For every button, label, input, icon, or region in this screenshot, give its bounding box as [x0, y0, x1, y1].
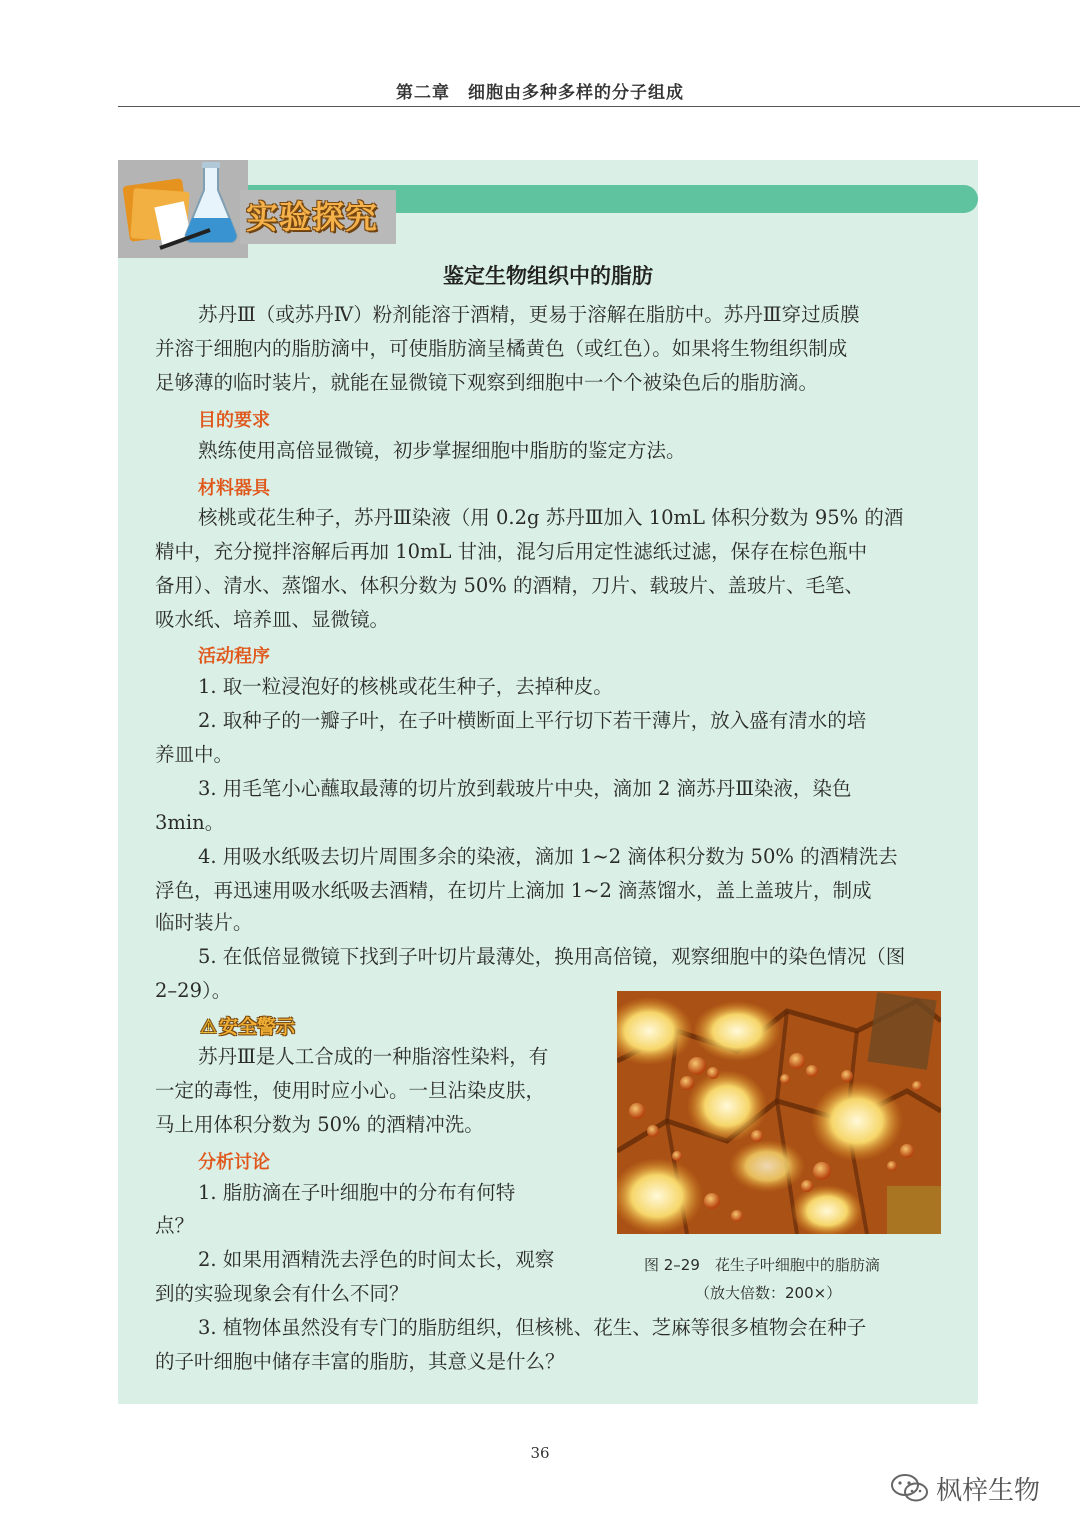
figure-caption: 图 2–29 花生子叶细胞中的脂肪滴	[644, 1256, 880, 1274]
discussion-line: 的子叶细胞中储存丰富的脂肪，其意义是什么？	[155, 1350, 565, 1373]
safety-line: 马上用体积分数为 50% 的酒精冲洗。	[155, 1113, 484, 1136]
safety-line: 一定的毒性，使用时应小心。一旦沾染皮肤，	[155, 1079, 546, 1102]
header-rule	[118, 106, 1080, 107]
section-icon-block	[118, 160, 248, 258]
materials-line: 吸水纸、培养皿、显微镜。	[155, 608, 390, 631]
intro-line: 足够薄的临时装片，就能在显微镜下观察到细胞中一个个被染色后的脂肪滴。	[155, 371, 819, 394]
section-title: 实验探究	[246, 198, 379, 236]
figure-magnification: （放大倍数：200×）	[695, 1284, 842, 1302]
warning-triangle-icon: ⚠	[200, 1016, 218, 1038]
procedure-line: 3min。	[155, 811, 225, 834]
wechat-icon	[890, 1472, 930, 1504]
procedure-line: 2–29）。	[155, 979, 232, 1002]
watermark	[890, 1470, 1040, 1506]
flask-folder-icon	[118, 160, 248, 258]
discussion-line: 点？	[155, 1214, 195, 1237]
safety-heading-label: 安全警示	[219, 1016, 296, 1038]
subheading-discussion: 分析讨论	[198, 1152, 270, 1173]
safety-heading	[200, 1012, 295, 1038]
procedure-line: 浮色，再迅速用吸水纸吸去酒精，在切片上滴加 1~2 滴蒸馏水，盖上盖玻片，制成	[155, 879, 872, 902]
procedure-line: 4. 用吸水纸吸去切片周围多余的染液，滴加 1~2 滴体积分数为 50% 的酒精洗去	[198, 845, 898, 868]
materials-line: 核桃或花生种子，苏丹Ⅲ染液（用 0.2g 苏丹Ⅲ加入 10mL 体积分数为 95% 的酒	[198, 506, 904, 529]
experiment-title: 鉴定生物组织中的脂肪	[443, 264, 653, 288]
discussion-line: 1. 脂肪滴在子叶细胞中的分布有何特	[198, 1181, 516, 1204]
intro-line: 苏丹Ⅲ（或苏丹Ⅳ）粉剂能溶于酒精，更易于溶解在脂肪中。苏丹Ⅲ穿过质膜	[198, 303, 860, 326]
watermark-text: 枫梓生物	[936, 1475, 1041, 1506]
procedure-line: 临时装片。	[155, 911, 253, 934]
subheading-procedure: 活动程序	[198, 646, 270, 667]
safety-line: 苏丹Ⅲ是人工合成的一种脂溶性染料，有	[198, 1045, 549, 1068]
purpose-line: 熟练使用高倍显微镜，初步掌握细胞中脂肪的鉴定方法。	[198, 439, 686, 462]
chapter-header: 第二章 细胞由多种多样的分子组成	[396, 83, 684, 103]
procedure-line: 1. 取一粒浸泡好的核桃或花生种子，去掉种皮。	[198, 675, 613, 698]
materials-line: 精中，充分搅拌溶解后再加 10mL 甘油，混匀后用定性滤纸过滤，保存在棕色瓶中	[155, 540, 868, 563]
discussion-line: 3. 植物体虽然没有专门的脂肪组织，但核桃、花生、芝麻等很多植物会在种子	[198, 1316, 867, 1339]
materials-line: 备用）、清水、蒸馏水、体积分数为 50% 的酒精，刀片、载玻片、盖玻片、毛笔、	[155, 574, 864, 597]
discussion-line: 2. 如果用酒精洗去浮色的时间太长，观察	[198, 1248, 555, 1271]
intro-line: 并溶于细胞内的脂肪滴中，可使脂肪滴呈橘黄色（或红色）。如果将生物组织制成	[155, 337, 848, 360]
subheading-purpose: 目的要求	[198, 410, 270, 431]
procedure-line: 5. 在低倍显微镜下找到子叶切片最薄处，换用高倍镜，观察细胞中的染色情况（图	[198, 945, 906, 968]
discussion-line: 到的实验现象会有什么不同？	[155, 1282, 409, 1305]
page-number: 36	[530, 1444, 550, 1462]
procedure-line: 养皿中。	[155, 743, 234, 766]
subheading-materials: 材料器具	[198, 478, 270, 499]
procedure-line: 2. 取种子的一瓣子叶，在子叶横断面上平行切下若干薄片，放入盛有清水的培	[198, 709, 867, 732]
micrograph-image	[617, 991, 941, 1234]
procedure-line: 3. 用毛笔小心蘸取最薄的切片放到载玻片中央，滴加 2 滴苏丹Ⅲ染液，染色	[198, 777, 852, 800]
